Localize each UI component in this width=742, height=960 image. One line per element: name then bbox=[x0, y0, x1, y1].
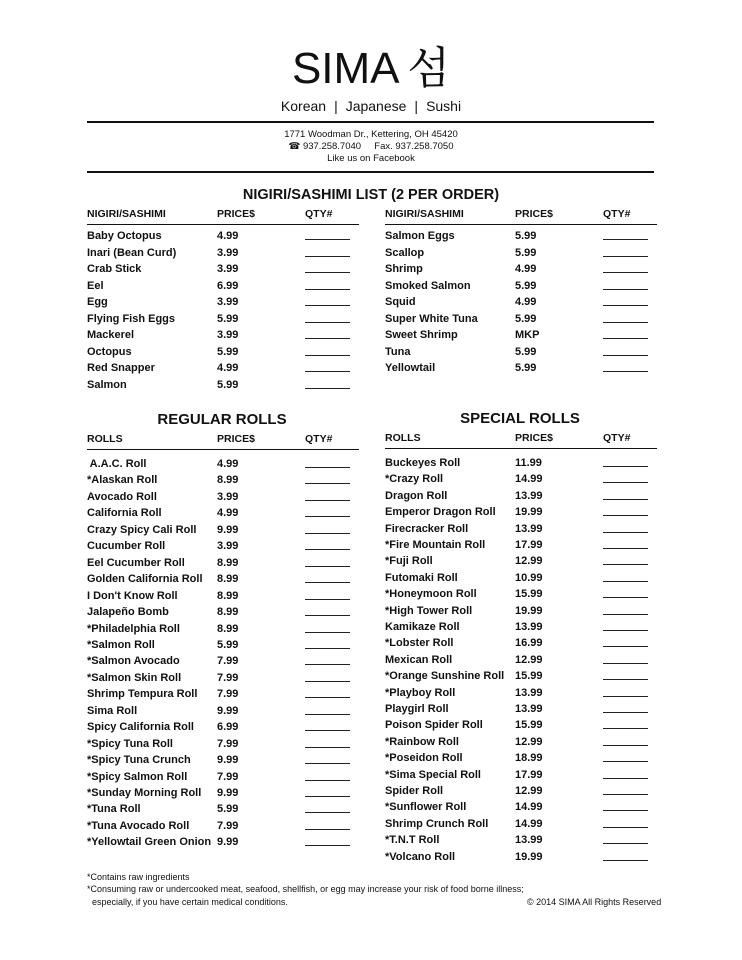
item-name: *Poseidon Roll bbox=[385, 752, 463, 765]
item-name: Sweet Shrimp bbox=[385, 329, 458, 341]
raw-ingredients-note: *Contains raw ingredients bbox=[87, 872, 190, 882]
item-name: *Yellowtail Green Onion bbox=[87, 836, 212, 849]
item-name: *High Tower Roll bbox=[385, 604, 473, 617]
item-price: 12.99 bbox=[515, 653, 543, 666]
item-name: *Philadelphia Roll bbox=[87, 622, 180, 635]
item-price: 8.99 bbox=[217, 573, 239, 586]
item-name: *Fuji Roll bbox=[385, 555, 433, 568]
item-price: 3.99 bbox=[217, 296, 239, 308]
item-price: 4.99 bbox=[217, 230, 239, 242]
regular-rolls-column bbox=[87, 431, 359, 849]
item-price: 5.99 bbox=[515, 312, 537, 325]
item-name: Salmon Eggs bbox=[385, 230, 455, 242]
item-price: 9.99 bbox=[217, 836, 239, 849]
item-name: Egg bbox=[87, 296, 108, 308]
title-hangul: 섬 bbox=[407, 43, 451, 94]
item-price: 7.99 bbox=[217, 688, 239, 701]
header-price: PRICE$ bbox=[217, 433, 255, 445]
item-price: 17.99 bbox=[515, 768, 543, 781]
quantity-line[interactable] bbox=[305, 615, 350, 616]
item-name: *Playboy Roll bbox=[385, 686, 456, 699]
item-price: 3.99 bbox=[217, 263, 239, 275]
quantity-line[interactable] bbox=[305, 780, 350, 781]
food-safety-warning-cont: especially, if you have certain medical conditions. bbox=[92, 897, 288, 907]
quantity-line[interactable] bbox=[603, 256, 648, 257]
item-price: 4.99 bbox=[515, 263, 537, 275]
item-price: 8.99 bbox=[217, 606, 239, 619]
item-price: 18.99 bbox=[515, 752, 543, 765]
quantity-line[interactable] bbox=[305, 796, 350, 797]
quantity-line[interactable] bbox=[603, 338, 648, 339]
item-name: I Don't Know Roll bbox=[87, 589, 178, 602]
item-name: *Lobster Roll bbox=[385, 637, 454, 650]
item-name: *Tuna Roll bbox=[87, 803, 141, 816]
item-name: *Alaskan Roll bbox=[87, 474, 158, 487]
item-price: 7.99 bbox=[217, 819, 239, 832]
copyright: © 2014 SIMA All Rights Reserved bbox=[527, 897, 662, 907]
item-price: 15.99 bbox=[515, 719, 543, 732]
quantity-line[interactable] bbox=[603, 827, 648, 828]
item-name: Sima Roll bbox=[87, 704, 138, 717]
item-name: Poison Spider Roll bbox=[385, 719, 483, 732]
item-name: California Roll bbox=[87, 507, 162, 520]
item-name: Shrimp Tempura Roll bbox=[87, 688, 198, 701]
item-price: 6.99 bbox=[217, 721, 239, 734]
quantity-line[interactable] bbox=[603, 778, 648, 779]
quantity-line[interactable] bbox=[305, 322, 350, 323]
quantity-line[interactable] bbox=[305, 388, 350, 389]
item-price: 13.99 bbox=[515, 703, 543, 715]
header-item: NIGIRI/SASHIMI bbox=[385, 208, 464, 220]
item-price: 8.99 bbox=[217, 622, 239, 635]
quantity-line[interactable] bbox=[603, 843, 648, 844]
item-name: Scallop bbox=[385, 246, 425, 259]
item-price: 15.99 bbox=[515, 670, 543, 683]
cuisine-korean: Korean bbox=[280, 98, 327, 114]
item-name: *Honeymoon Roll bbox=[385, 588, 477, 601]
quantity-line[interactable] bbox=[603, 371, 648, 372]
header-price: PRICE$ bbox=[515, 432, 553, 444]
nigiri-right-column bbox=[385, 206, 657, 374]
quantity-line[interactable] bbox=[603, 745, 648, 746]
item-name: *Tuna Avocado Roll bbox=[87, 819, 190, 832]
quantity-line[interactable] bbox=[603, 679, 648, 680]
item-price: 3.99 bbox=[217, 246, 239, 259]
item-price: 7.99 bbox=[217, 770, 239, 783]
quantity-line[interactable] bbox=[603, 646, 648, 647]
item-name: Flying Fish Eggs bbox=[87, 312, 176, 325]
item-price: 3.99 bbox=[217, 490, 239, 503]
quantity-line[interactable] bbox=[603, 239, 648, 240]
cuisine-japanese: Japanese bbox=[345, 98, 407, 114]
quantity-line[interactable] bbox=[305, 747, 350, 748]
item-price: 5.99 bbox=[515, 279, 537, 292]
top-divider bbox=[87, 121, 654, 123]
item-name: Baby Octopus bbox=[87, 230, 162, 242]
item-name: Firecracker Roll bbox=[385, 522, 469, 535]
header-qty: QTY# bbox=[305, 208, 333, 220]
item-price: 9.99 bbox=[217, 704, 239, 717]
item-name: Shrimp Crunch Roll bbox=[385, 817, 489, 830]
item-price: MKP bbox=[515, 329, 540, 341]
item-price: 4.99 bbox=[515, 296, 537, 308]
quantity-line[interactable] bbox=[603, 355, 648, 356]
header-divider bbox=[87, 171, 654, 173]
quantity-line[interactable] bbox=[305, 582, 350, 583]
quantity-line[interactable] bbox=[603, 810, 648, 811]
column-header bbox=[385, 430, 657, 449]
quantity-line[interactable] bbox=[305, 714, 350, 715]
item-price: 13.99 bbox=[515, 522, 543, 535]
item-price: 19.99 bbox=[515, 604, 543, 617]
item-name: *Salmon Avocado bbox=[87, 655, 180, 668]
item-name: Cucumber Roll bbox=[87, 540, 166, 553]
restaurant-title bbox=[0, 44, 742, 94]
item-name: Emperor Dragon Roll bbox=[385, 506, 496, 519]
quantity-line[interactable] bbox=[603, 499, 648, 500]
quantity-line[interactable] bbox=[603, 696, 648, 697]
quantity-line[interactable] bbox=[603, 597, 648, 598]
item-name: Squid bbox=[385, 296, 416, 308]
item-price: 8.99 bbox=[217, 474, 239, 487]
item-price: 14.99 bbox=[515, 473, 543, 486]
quantity-line[interactable] bbox=[603, 712, 648, 713]
special-rolls-title: SPECIAL ROLLS bbox=[460, 410, 580, 427]
header-price: PRICE$ bbox=[217, 208, 255, 220]
item-name: *Spicy Tuna Crunch bbox=[87, 754, 191, 767]
item-name: *Spicy Salmon Roll bbox=[87, 770, 188, 783]
quantity-line[interactable] bbox=[305, 371, 350, 372]
item-price: 8.99 bbox=[217, 556, 239, 569]
item-price: 5.99 bbox=[515, 345, 537, 358]
item-name: *Salmon Roll bbox=[87, 638, 155, 651]
quantity-line[interactable] bbox=[305, 500, 350, 501]
item-name: Inari (Bean Curd) bbox=[87, 246, 177, 259]
quantity-line[interactable] bbox=[305, 289, 350, 290]
quantity-line[interactable] bbox=[305, 681, 350, 682]
item-price: 4.99 bbox=[217, 458, 239, 470]
item-name: Red Snapper bbox=[87, 362, 155, 374]
quantity-line[interactable] bbox=[305, 632, 350, 633]
item-name: *Sunflower Roll bbox=[385, 801, 467, 814]
item-price: 13.99 bbox=[515, 621, 543, 633]
quantity-line[interactable] bbox=[603, 482, 648, 483]
quantity-line[interactable] bbox=[305, 730, 350, 731]
item-price: 13.99 bbox=[515, 686, 543, 699]
item-price: 19.99 bbox=[515, 850, 543, 863]
item-name: Mackerel bbox=[87, 329, 135, 341]
item-price: 15.99 bbox=[515, 588, 543, 601]
quantity-line[interactable] bbox=[305, 355, 350, 356]
item-price: 19.99 bbox=[515, 506, 543, 519]
header-price: PRICE$ bbox=[515, 208, 553, 220]
quantity-line[interactable] bbox=[603, 860, 648, 861]
nigiri-left-column bbox=[87, 206, 359, 391]
quantity-line[interactable] bbox=[603, 728, 648, 729]
quantity-line[interactable] bbox=[305, 648, 350, 649]
item-name: Octopus bbox=[87, 345, 132, 358]
nigiri-section-title: NIGIRI/SASHIMI LIST (2 PER ORDER) bbox=[242, 187, 500, 203]
item-name: Jalapeño Bomb bbox=[87, 606, 169, 619]
item-price: 10.99 bbox=[515, 571, 543, 584]
item-price: 5.99 bbox=[515, 230, 537, 242]
item-name: *Sima Special Roll bbox=[385, 768, 481, 781]
item-name: Avocado Roll bbox=[87, 490, 157, 503]
item-name: *Volcano Roll bbox=[385, 850, 456, 863]
item-name: Spider Roll bbox=[385, 785, 444, 797]
quantity-line[interactable] bbox=[603, 614, 648, 615]
item-price: 9.99 bbox=[217, 754, 239, 767]
quantity-line[interactable] bbox=[603, 305, 648, 306]
item-name: *Sunday Morning Roll bbox=[87, 787, 202, 799]
facebook-link[interactable]: Like us on Facebook bbox=[327, 153, 415, 164]
item-name: Crab Stick bbox=[87, 263, 142, 275]
item-price: 17.99 bbox=[515, 539, 543, 551]
quantity-line[interactable] bbox=[305, 533, 350, 534]
item-price: 3.99 bbox=[217, 540, 239, 553]
item-name: *T.N.T Roll bbox=[385, 834, 440, 847]
item-price: 7.99 bbox=[217, 671, 239, 684]
item-name: Smoked Salmon bbox=[385, 279, 471, 292]
item-name: Salmon bbox=[87, 378, 127, 391]
item-name: Dragon Roll bbox=[385, 489, 448, 502]
quantity-line[interactable] bbox=[305, 305, 350, 306]
item-price: 12.99 bbox=[515, 735, 543, 748]
item-name: Buckeyes Roll bbox=[385, 457, 461, 469]
item-name: *Salmon Skin Roll bbox=[87, 671, 182, 684]
item-name: *Fire Mountain Roll bbox=[385, 539, 486, 551]
quantity-line[interactable] bbox=[603, 466, 648, 467]
item-price: 5.99 bbox=[217, 312, 239, 325]
item-price: 5.99 bbox=[515, 246, 537, 259]
item-name: Spicy California Roll bbox=[87, 721, 194, 734]
cuisine-sushi: Sushi bbox=[426, 98, 462, 114]
item-name: *Crazy Roll bbox=[385, 473, 444, 486]
quantity-line[interactable] bbox=[305, 763, 350, 764]
quantity-line[interactable] bbox=[603, 322, 648, 323]
item-price: 7.99 bbox=[217, 737, 239, 750]
item-price: 14.99 bbox=[515, 817, 543, 830]
food-safety-warning: *Consuming raw or undercooked meat, seafood, shellfish, or egg may increase your risk of food borne illness; bbox=[87, 884, 524, 894]
quantity-line[interactable] bbox=[603, 630, 648, 631]
quantity-line[interactable] bbox=[305, 697, 350, 698]
quantity-line[interactable] bbox=[305, 516, 350, 517]
quantity-line[interactable] bbox=[305, 239, 350, 240]
header-qty: QTY# bbox=[305, 433, 333, 445]
item-price: 11.99 bbox=[515, 457, 542, 469]
item-price: 13.99 bbox=[515, 834, 543, 847]
item-price: 12.99 bbox=[515, 555, 543, 568]
item-price: 3.99 bbox=[217, 329, 239, 341]
quantity-line[interactable] bbox=[603, 272, 648, 273]
item-name: A.A.C. Roll bbox=[87, 458, 147, 470]
quantity-line[interactable] bbox=[603, 515, 648, 516]
item-name: Playgirl Roll bbox=[385, 703, 449, 715]
item-price: 4.99 bbox=[217, 507, 239, 520]
item-name: *Orange Sunshine Roll bbox=[385, 670, 505, 683]
header-item: NIGIRI/SASHIMI bbox=[87, 208, 166, 220]
phone-fax: ☎ 937.258.7040 Fax. 937.258.7050 bbox=[288, 141, 454, 152]
quantity-line[interactable] bbox=[603, 548, 648, 549]
quantity-line[interactable] bbox=[305, 845, 350, 846]
item-name: Eel Cucumber Roll bbox=[87, 556, 185, 569]
item-price: 9.99 bbox=[217, 787, 239, 799]
column-header bbox=[385, 206, 657, 225]
quantity-line[interactable] bbox=[305, 272, 350, 273]
item-name: *Rainbow Roll bbox=[385, 735, 459, 748]
quantity-line[interactable] bbox=[603, 581, 648, 582]
item-price: 9.99 bbox=[217, 523, 239, 536]
column-header bbox=[87, 206, 359, 225]
quantity-line[interactable] bbox=[305, 599, 350, 600]
quantity-line[interactable] bbox=[305, 549, 350, 550]
header-item: ROLLS bbox=[87, 433, 123, 445]
item-price: 5.99 bbox=[217, 638, 239, 651]
title-latin: SIMA bbox=[291, 44, 400, 93]
quantity-line[interactable] bbox=[305, 812, 350, 813]
cuisine-subtitle bbox=[0, 97, 742, 115]
item-name: Yellowtail bbox=[385, 362, 436, 374]
item-price: 16.99 bbox=[515, 637, 543, 650]
quantity-line[interactable] bbox=[603, 663, 648, 664]
separator: | bbox=[334, 98, 338, 114]
item-price: 5.99 bbox=[515, 362, 537, 374]
header-item: ROLLS bbox=[385, 432, 421, 444]
item-name: Futomaki Roll bbox=[385, 571, 458, 584]
separator: | bbox=[414, 98, 419, 114]
quantity-line[interactable] bbox=[305, 338, 350, 339]
header-qty: QTY# bbox=[603, 432, 631, 444]
item-price: 13.99 bbox=[515, 489, 543, 502]
column-header bbox=[87, 431, 359, 450]
quantity-line[interactable] bbox=[603, 794, 648, 795]
quantity-line[interactable] bbox=[603, 761, 648, 762]
item-price: 8.99 bbox=[217, 589, 239, 602]
quantity-line[interactable] bbox=[603, 564, 648, 565]
item-name: Golden California Roll bbox=[87, 573, 203, 586]
regular-rolls-title: REGULAR ROLLS bbox=[157, 411, 287, 428]
item-price: 6.99 bbox=[217, 279, 239, 292]
item-name: Crazy Spicy Cali Roll bbox=[87, 523, 197, 536]
quantity-line[interactable] bbox=[603, 289, 648, 290]
item-name: *Spicy Tuna Roll bbox=[87, 737, 173, 750]
item-price: 12.99 bbox=[515, 785, 543, 797]
item-price: 14.99 bbox=[515, 801, 543, 814]
quantity-line[interactable] bbox=[305, 483, 350, 484]
item-name: Mexican Roll bbox=[385, 653, 453, 666]
item-price: 4.99 bbox=[217, 362, 239, 374]
item-name: Kamikaze Roll bbox=[385, 621, 460, 633]
item-price: 7.99 bbox=[217, 655, 239, 668]
quantity-line[interactable] bbox=[305, 566, 350, 567]
item-name: Shrimp bbox=[385, 263, 423, 275]
item-name: Super White Tuna bbox=[385, 312, 478, 325]
quantity-line[interactable] bbox=[305, 467, 350, 468]
address: 1771 Woodman Dr., Kettering, OH 45420 bbox=[284, 129, 458, 140]
item-name: Tuna bbox=[385, 345, 411, 358]
quantity-line[interactable] bbox=[305, 664, 350, 665]
item-price: 5.99 bbox=[217, 803, 239, 816]
header-qty: QTY# bbox=[603, 208, 631, 220]
item-price: 5.99 bbox=[217, 378, 239, 391]
special-rolls-column bbox=[385, 430, 657, 863]
item-price: 5.99 bbox=[217, 345, 239, 358]
item-name: Eel bbox=[87, 279, 104, 292]
quantity-line[interactable] bbox=[603, 532, 648, 533]
quantity-line[interactable] bbox=[305, 256, 350, 257]
quantity-line[interactable] bbox=[305, 829, 350, 830]
